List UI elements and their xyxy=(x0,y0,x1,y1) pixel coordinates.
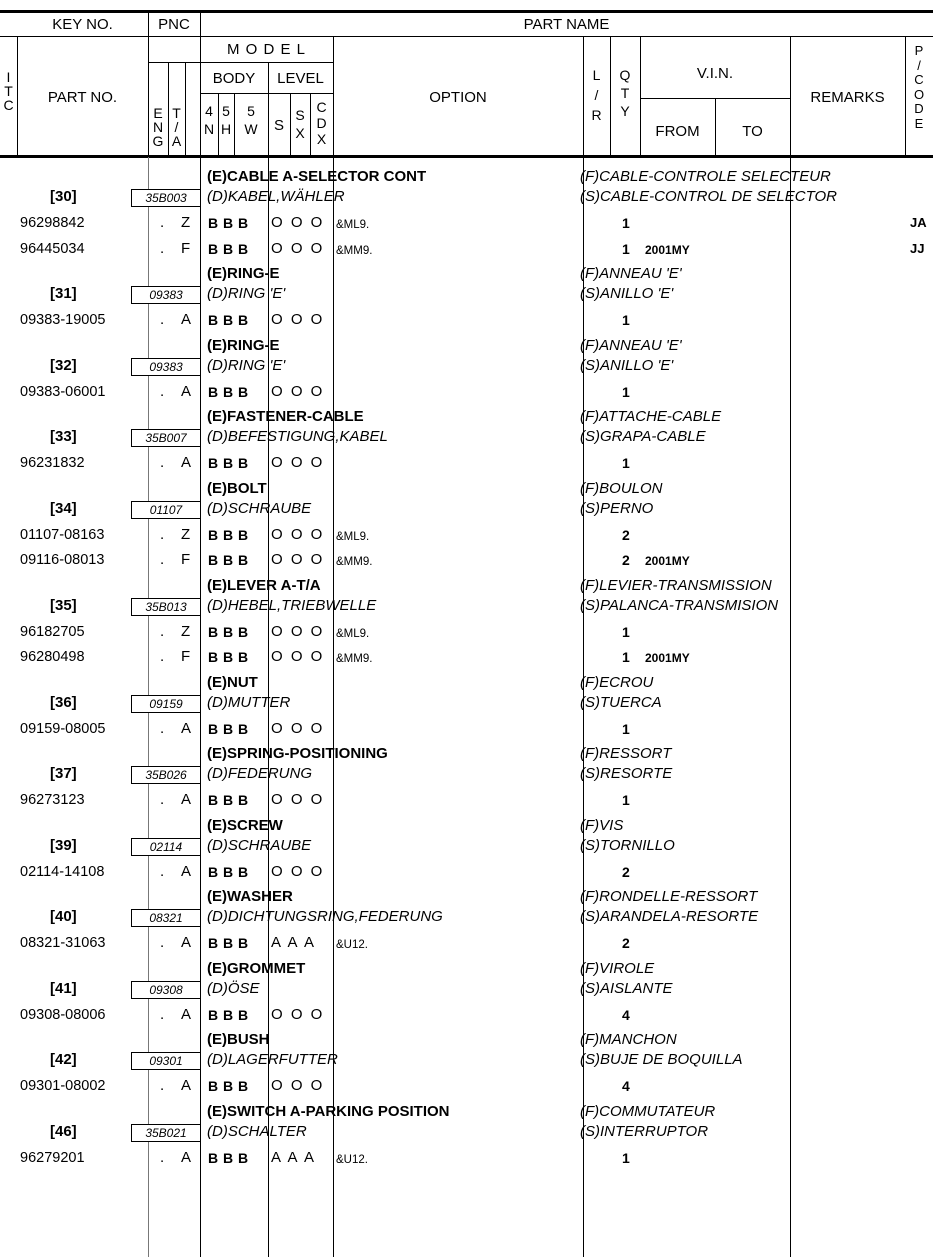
part-name-french: (F)MANCHON xyxy=(580,1031,677,1048)
part-number: 09308-08006 xyxy=(20,1006,106,1023)
body-level-divider xyxy=(200,93,333,94)
key-number: [39] xyxy=(50,836,77,854)
header-body-5h: 5 H xyxy=(220,103,232,137)
eng-marker: . xyxy=(160,1148,165,1166)
option-code: &ML9. xyxy=(336,530,370,543)
pnc-code: 08321 xyxy=(131,909,201,927)
eng-marker: . xyxy=(160,622,165,640)
pnc-code: 35B007 xyxy=(131,429,201,447)
part-number: 09159-08005 xyxy=(20,720,106,737)
body-applicability: B B B xyxy=(208,792,249,808)
part-number: 08321-31063 xyxy=(20,935,106,951)
key-number: [31] xyxy=(50,285,77,302)
option-code: &ML9. xyxy=(336,627,370,640)
level-applicability: O O O xyxy=(271,1077,325,1094)
key-number: [41] xyxy=(50,979,77,997)
quantity: 1 xyxy=(622,215,630,231)
header-eng: E N G xyxy=(152,105,164,149)
part-name-german: (D)SCHRAUBE xyxy=(207,836,312,854)
quantity: 1 xyxy=(622,792,630,808)
key-number: [36] xyxy=(50,693,77,711)
header-key-no: KEY NO. xyxy=(52,16,113,33)
key-number: [35] xyxy=(50,596,77,614)
body-vline xyxy=(790,157,791,1257)
header-itc: I T C xyxy=(3,69,14,113)
option-code: &MM9. xyxy=(336,556,373,568)
body-applicability: B B B xyxy=(208,1149,249,1166)
eng-marker: . xyxy=(160,525,165,543)
pnc-code: 35B026 xyxy=(131,766,201,784)
key-number: [37] xyxy=(50,765,77,782)
level-applicability: O O O xyxy=(271,239,325,257)
quantity: 1 xyxy=(622,240,630,257)
part-number: 96273123 xyxy=(20,792,85,808)
eng-marker: . xyxy=(160,719,165,737)
part-name-german: (D)LAGERFUTTER xyxy=(207,1051,338,1068)
quantity: 1 xyxy=(622,1149,630,1166)
part-number: 09301-08002 xyxy=(20,1078,106,1094)
part-name-french: (F)ECROU xyxy=(580,673,654,691)
ta-code: A xyxy=(181,934,192,951)
eng-marker: . xyxy=(160,454,165,471)
part-name-french: (F)VIROLE xyxy=(580,959,655,977)
part-number: 96445034 xyxy=(20,240,85,257)
part-name-english: (E)BOLT xyxy=(207,479,267,497)
vin-from: 2001MY xyxy=(645,242,690,257)
ta-code: A xyxy=(181,311,192,328)
key-number: [32] xyxy=(50,356,77,374)
header-lr: L / R xyxy=(591,67,602,123)
part-name-french: (F)ANNEAU 'E' xyxy=(580,265,682,282)
header-vin: V.I.N. xyxy=(696,65,734,82)
part-name-german: (D)KABEL,WÄHLER xyxy=(207,188,345,205)
level-applicability: O O O xyxy=(271,454,325,471)
header-body: BODY xyxy=(212,70,256,87)
part-name-german: (D)FEDERUNG xyxy=(207,765,312,782)
part-name-spanish: (S)CABLE-CONTROL DE SELECTOR xyxy=(580,188,837,205)
ta-code: A xyxy=(181,1005,192,1023)
part-number: 96298842 xyxy=(20,215,85,231)
ta-code: A xyxy=(181,454,192,471)
header-option: OPTION xyxy=(429,89,487,106)
ta-code: A xyxy=(181,1148,192,1166)
quantity: 1 xyxy=(622,312,630,328)
part-name-french: (F)COMMUTATEUR xyxy=(580,1102,716,1120)
header-vline xyxy=(185,62,186,156)
quantity: 1 xyxy=(622,455,630,471)
eng-marker: . xyxy=(160,648,165,665)
header-level: LEVEL xyxy=(277,70,324,87)
quantity: 1 xyxy=(622,623,630,640)
pnc-code: 02114 xyxy=(131,838,201,856)
quantity: 2 xyxy=(622,526,630,543)
body-applicability: B B B xyxy=(208,1078,249,1094)
level-applicability: O O O xyxy=(271,382,325,400)
level-applicability: O O O xyxy=(271,862,325,880)
header-pcode: P / C O D E xyxy=(913,43,925,131)
ta-code: Z xyxy=(181,525,191,543)
part-name-german: (D)SCHRAUBE xyxy=(207,499,312,517)
eng-marker: . xyxy=(160,214,165,231)
pnc-code: 35B013 xyxy=(131,598,201,616)
option-code: &MM9. xyxy=(336,244,373,257)
body-applicability: B B B xyxy=(208,720,249,737)
body-applicability: B B B xyxy=(208,863,249,880)
ta-code: A xyxy=(181,1077,192,1094)
part-name-english: (E)NUT xyxy=(207,673,258,691)
header-level-sx: S X xyxy=(295,107,305,141)
part-name-english: (E)SCREW xyxy=(207,816,283,834)
part-name-spanish: (S)GRAPA-CABLE xyxy=(580,428,706,445)
body-applicability: B B B xyxy=(208,383,249,400)
ta-code: F xyxy=(181,648,191,665)
part-name-english: (E)SWITCH A-PARKING POSITION xyxy=(207,1102,450,1120)
part-name-spanish: (S)ANILLO 'E' xyxy=(580,285,674,302)
part-name-german: (D)BEFESTIGUNG,KABEL xyxy=(207,428,388,445)
part-name-english: (E)RING-E xyxy=(207,336,280,354)
part-name-french: (F)RONDELLE-RESSORT xyxy=(580,888,758,905)
header-remarks: REMARKS xyxy=(810,89,885,106)
ta-code: F xyxy=(181,239,191,257)
header-top-rule xyxy=(0,10,933,13)
part-name-spanish: (S)INTERRUPTOR xyxy=(580,1122,709,1140)
key-number: [30] xyxy=(50,188,77,205)
quantity: 4 xyxy=(622,1006,630,1023)
part-name-french: (F)RESSORT xyxy=(580,745,672,762)
part-name-spanish: (S)AISLANTE xyxy=(580,979,673,997)
part-name-spanish: (S)ANILLO 'E' xyxy=(580,356,674,374)
eng-marker: . xyxy=(160,311,165,328)
ta-code: Z xyxy=(181,622,191,640)
option-code: &MM9. xyxy=(336,653,373,665)
option-code: &U12. xyxy=(336,939,368,951)
pnc-code: 09159 xyxy=(131,695,201,713)
part-number: 96280498 xyxy=(20,649,85,665)
part-name-german: (D)HEBEL,TRIEBWELLE xyxy=(207,596,377,614)
quantity: 1 xyxy=(622,649,630,665)
pnc-code: 09308 xyxy=(131,981,201,999)
level-applicability: O O O xyxy=(271,311,325,328)
part-number: 96279201 xyxy=(20,1149,85,1166)
header-part-no: PART NO. xyxy=(47,89,118,106)
part-number: 01107-08163 xyxy=(20,526,105,543)
header-model: M O D E L xyxy=(226,41,306,58)
header-body-5w: 5 W xyxy=(244,103,258,137)
quantity: 1 xyxy=(622,383,630,400)
pnc-code: 35B003 xyxy=(131,189,201,207)
part-name-english: (E)LEVER A-T/A xyxy=(207,576,321,594)
header-from: FROM xyxy=(655,123,700,140)
eng-marker: . xyxy=(160,551,165,568)
header-row-divider xyxy=(0,36,933,37)
eng-marker: . xyxy=(160,1005,165,1023)
part-name-german: (D)SCHALTER xyxy=(207,1122,307,1140)
ta-code: A xyxy=(181,791,192,808)
vin-from: 2001MY xyxy=(645,554,690,568)
part-name-english: (E)CABLE A-SELECTOR CONT xyxy=(207,168,427,185)
key-number: [33] xyxy=(50,428,77,445)
level-applicability: O O O xyxy=(271,214,325,231)
header-ta: T / A xyxy=(171,105,182,149)
part-name-english: (E)RING-E xyxy=(207,265,280,282)
eng-marker: . xyxy=(160,862,165,880)
eng-marker: . xyxy=(160,1077,165,1094)
ta-code: Z xyxy=(181,214,191,231)
level-applicability: O O O xyxy=(271,525,325,543)
level-applicability: O O O xyxy=(271,622,325,640)
part-name-spanish: (S)PERNO xyxy=(580,499,654,517)
part-number: 09383-06001 xyxy=(20,383,106,400)
header-bottom-rule xyxy=(0,155,933,158)
body-applicability: B B B xyxy=(208,215,249,231)
eng-marker: . xyxy=(160,791,165,808)
option-code: &ML9. xyxy=(336,219,370,231)
part-name-german: (D)RING 'E' xyxy=(207,356,286,374)
vin-from: 2001MY xyxy=(645,651,690,665)
model-divider xyxy=(148,62,333,63)
header-level-s: S xyxy=(273,117,284,134)
pnc-code: 35B021 xyxy=(131,1124,201,1142)
body-applicability: B B B xyxy=(208,1006,249,1023)
p-code: JJ xyxy=(910,240,925,256)
eng-marker: . xyxy=(160,382,165,400)
part-name-german: (D)DICHTUNGSRING,FEDERUNG xyxy=(207,908,443,925)
key-number: [42] xyxy=(50,1051,77,1068)
part-name-french: (F)ATTACHE-CABLE xyxy=(580,408,722,425)
body-applicability: B B B xyxy=(208,935,249,951)
header-pnc: PNC xyxy=(158,16,190,33)
key-number: [34] xyxy=(50,499,77,517)
pnc-code: 09383 xyxy=(131,286,201,304)
header-qty: Q T Y xyxy=(619,67,631,119)
header-part-name: PART NAME xyxy=(523,16,610,33)
level-applicability: O O O xyxy=(271,719,325,737)
header-body-4n: 4 N xyxy=(203,103,215,137)
part-name-french: (F)ANNEAU 'E' xyxy=(580,336,682,354)
pnc-code: 09301 xyxy=(131,1052,201,1070)
option-code: &U12. xyxy=(336,1153,368,1166)
level-applicability: A A A xyxy=(271,1148,317,1166)
part-name-english: (E)GROMMET xyxy=(207,959,306,977)
level-applicability: O O O xyxy=(271,1005,325,1023)
part-number: 96231832 xyxy=(20,455,85,471)
part-name-english: (E)FASTENER-CABLE xyxy=(207,408,364,425)
key-number: [40] xyxy=(50,908,77,925)
part-name-german: (D)RING 'E' xyxy=(207,285,286,302)
quantity: 1 xyxy=(622,720,630,737)
part-number: 96182705 xyxy=(20,623,85,640)
part-name-english: (E)SPRING-POSITIONING xyxy=(207,745,388,762)
ta-code: A xyxy=(181,862,192,880)
header-to: TO xyxy=(742,123,763,140)
body-applicability: B B B xyxy=(208,649,249,665)
ta-code: F xyxy=(181,551,191,568)
part-name-german: (D)MUTTER xyxy=(207,693,291,711)
part-name-spanish: (S)TORNILLO xyxy=(580,836,675,854)
part-name-spanish: (S)BUJE DE BOQUILLA xyxy=(580,1051,743,1068)
quantity: 2 xyxy=(622,863,630,880)
part-name-english: (E)BUSH xyxy=(207,1031,270,1048)
part-name-spanish: (S)RESORTE xyxy=(580,765,673,782)
pnc-code: 09383 xyxy=(131,358,201,376)
eng-marker: . xyxy=(160,239,165,257)
body-applicability: B B B xyxy=(208,526,249,543)
part-name-french: (F)CABLE-CONTROLE SELECTEUR xyxy=(580,168,831,185)
part-name-french: (F)VIS xyxy=(580,816,624,834)
quantity: 2 xyxy=(622,552,630,568)
level-applicability: O O O xyxy=(271,648,325,665)
ta-code: A xyxy=(181,382,192,400)
header-level-cdx: C D X xyxy=(316,99,327,147)
part-number: 02114-14108 xyxy=(20,863,105,880)
body-applicability: B B B xyxy=(208,312,249,328)
eng-marker: . xyxy=(160,934,165,951)
part-name-spanish: (S)ARANDELA-RESORTE xyxy=(580,908,759,925)
body-applicability: B B B xyxy=(208,552,249,568)
body-applicability: B B B xyxy=(208,623,249,640)
part-name-french: (F)BOULON xyxy=(580,479,663,497)
level-applicability: O O O xyxy=(271,791,325,808)
level-applicability: O O O xyxy=(271,551,325,568)
part-name-german: (D)ÖSE xyxy=(207,979,260,997)
part-name-english: (E)WASHER xyxy=(207,888,293,905)
p-code: JA xyxy=(910,215,927,230)
part-name-french: (F)LEVIER-TRANSMISSION xyxy=(580,576,772,594)
quantity: 4 xyxy=(622,1078,630,1094)
body-applicability: B B B xyxy=(208,240,249,257)
part-number: 09383-19005 xyxy=(20,312,106,328)
body-vline xyxy=(333,157,334,1257)
ta-code: A xyxy=(181,719,192,737)
key-number: [46] xyxy=(50,1122,77,1140)
body-applicability: B B B xyxy=(208,455,249,471)
quantity: 2 xyxy=(622,935,630,951)
part-name-spanish: (S)PALANCA-TRANSMISION xyxy=(580,596,779,614)
part-number: 09116-08013 xyxy=(20,552,105,568)
pnc-code: 01107 xyxy=(131,501,201,519)
part-name-spanish: (S)TUERCA xyxy=(580,693,662,711)
level-applicability: A A A xyxy=(271,934,317,951)
